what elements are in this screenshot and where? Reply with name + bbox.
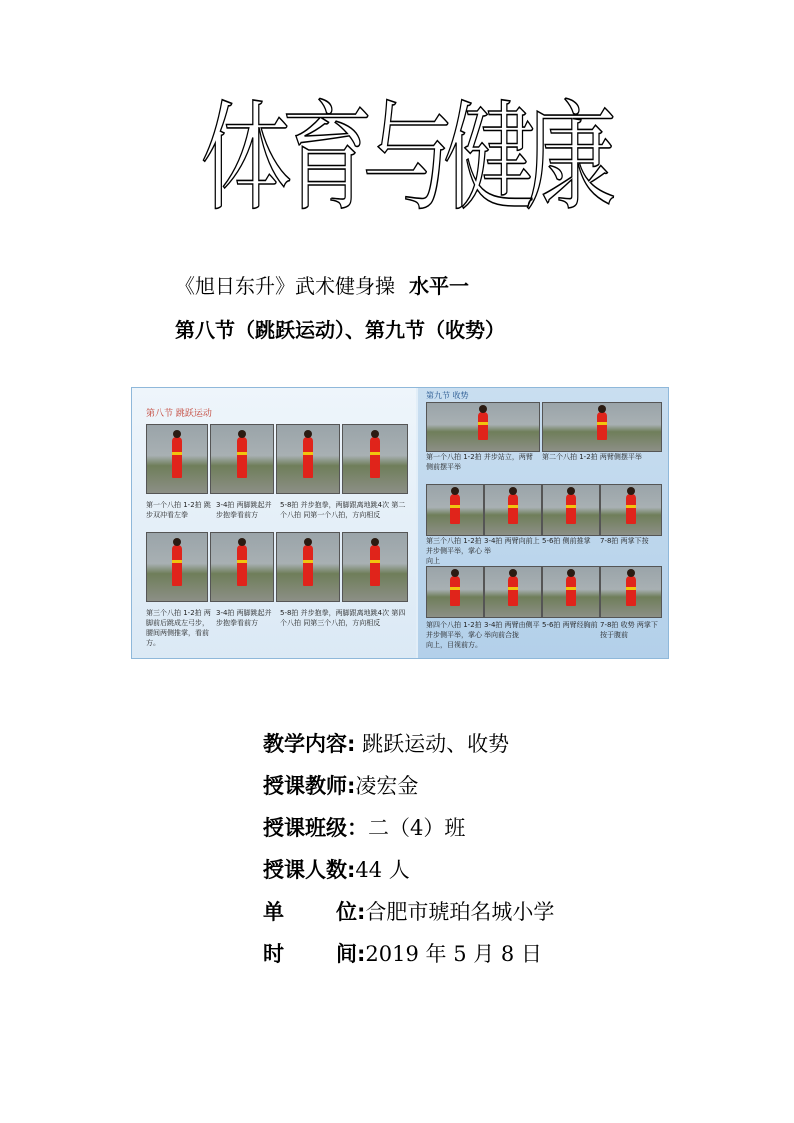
info-label: 间: [336, 942, 366, 966]
exercise-photo [542, 566, 600, 618]
poster-caption: 5-6拍 侧前推掌 [542, 537, 591, 545]
info-label: 位: [336, 900, 366, 924]
poster-caption: 7-8拍 两掌下按 [600, 537, 649, 545]
poster-caption: 3-4拍 两脚跳起并步抱拳看前方 [216, 609, 272, 627]
poster-caption: 第一个八拍 1-2拍 并步站立，两臂侧前摆平举 [426, 453, 533, 471]
exercise-photo [342, 532, 408, 602]
info-row-count [263, 854, 410, 884]
subtitle-level: 水平一 [409, 274, 469, 298]
exercise-photo [146, 424, 208, 494]
exercise-photo [426, 566, 484, 618]
exercise-photo [210, 532, 274, 602]
info-value: 跳跃运动、收势 [362, 732, 510, 756]
info-row-content [263, 728, 509, 758]
exercise-photo [276, 532, 340, 602]
info-value: 2019 年 5 月 8 日 [365, 942, 542, 966]
info-value: 凌宏金 [355, 774, 419, 798]
info-row-teacher [263, 770, 418, 800]
exercise-photo [484, 566, 542, 618]
main-title: 体育与健康 [200, 89, 606, 227]
info-label: 时 [263, 942, 284, 966]
poster-caption: 第二个八拍 1-2拍 两臂侧摆平举 [542, 453, 642, 461]
info-value: 44 人 [355, 858, 410, 882]
info-row-unit [263, 896, 554, 926]
info-label: 教学内容: [263, 732, 356, 756]
info-row-class [263, 812, 465, 842]
poster-caption: 第一个八拍 1-2拍 跳步双冲看左拳 [146, 501, 211, 519]
poster-right-title: 第九节 收势 [426, 391, 469, 400]
poster-caption: 5-8拍 并步抱拳，两脚跟离地跳4次 第二个八拍 同第一个八拍，方向相反 [280, 501, 406, 519]
poster-caption: 第三个八拍 1-2拍 并步侧平举，掌心向上 [426, 537, 482, 565]
info-label: 授课班级： [263, 816, 368, 840]
exercise-photo [542, 484, 600, 536]
poster-caption: 3-4拍 两臂向前上举 [484, 537, 540, 555]
poster-caption: 3-4拍 两臂由侧平举向前合拢 [484, 621, 540, 639]
exercise-photo [426, 484, 484, 536]
poster-caption: 5-8拍 并步抱拳，两脚跟离地跳4次 第四个八拍 同第三个八拍，方向相反 [280, 609, 406, 627]
info-label: 授课人数: [263, 858, 356, 882]
exercise-photo [426, 402, 540, 452]
exercise-photo [276, 424, 340, 494]
poster-caption: 3-4拍 两脚跳起并步抱拳看前方 [216, 501, 272, 519]
info-label: 授课教师: [263, 774, 356, 798]
poster-caption: 第四个八拍 1-2拍 并步侧平举，掌心向上，目视前方。 [426, 621, 482, 649]
poster-caption: 5-6拍 两臂经胸前 [542, 621, 598, 629]
poster-left-title: 第八节 跳跃运动 [146, 409, 212, 419]
subtitle-line-1 [175, 270, 469, 299]
exercise-photo [542, 402, 662, 452]
exercise-poster-image [131, 387, 669, 659]
exercise-photo [146, 532, 208, 602]
exercise-photo [484, 484, 542, 536]
info-label: 单 [263, 900, 284, 924]
exercise-photo [600, 566, 662, 618]
poster-left-panel [132, 388, 416, 658]
poster-caption: 第三个八拍 1-2拍 两脚前后跳成左弓步，腰间两侧推掌，看前方。 [146, 609, 211, 647]
subtitle-text: 《旭日东升》武术健身操 [175, 274, 395, 298]
subtitle-line-2: 第八节（跳跃运动）、第九节（收势） [175, 318, 505, 342]
exercise-photo [210, 424, 274, 494]
poster-caption: 7-8拍 收势 两掌下按于腹前 [600, 621, 658, 639]
info-value: 合肥市琥珀名城小学 [365, 900, 555, 924]
info-value: 二（4）班 [368, 816, 466, 840]
poster-right-panel [418, 388, 668, 658]
exercise-photo [342, 424, 408, 494]
info-row-time [263, 938, 542, 968]
exercise-photo [600, 484, 662, 536]
